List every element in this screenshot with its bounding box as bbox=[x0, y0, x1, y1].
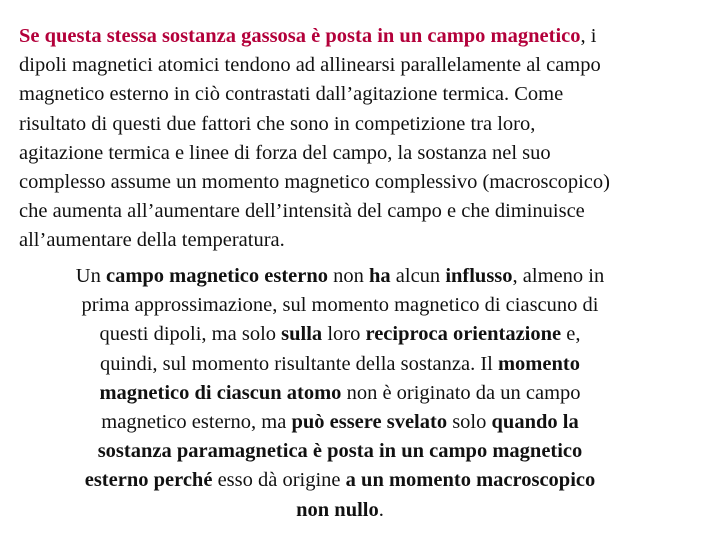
text-run: alcun bbox=[390, 265, 446, 287]
text-line bbox=[20, 466, 660, 495]
text-run: all’aumentare della temperatura. bbox=[19, 229, 285, 252]
text-run: . bbox=[378, 498, 384, 521]
text-run: questi dipoli, ma solo bbox=[99, 323, 282, 346]
paragraph-paramagnetic-alignment bbox=[19, 22, 715, 256]
text-run: non bbox=[328, 265, 369, 287]
text-line bbox=[20, 379, 660, 408]
emphasized-text-run: influsso bbox=[445, 265, 513, 287]
text-run: , almeno in bbox=[512, 265, 605, 287]
text-line bbox=[20, 496, 660, 525]
text-run: , i bbox=[580, 25, 597, 47]
text-line bbox=[20, 350, 660, 379]
text-run: esso dà origine bbox=[212, 469, 346, 492]
text-line bbox=[19, 51, 715, 80]
text-run: magnetico esterno, ma bbox=[101, 411, 292, 434]
emphasized-text-run: magnetico di ciascun atomo bbox=[99, 381, 342, 404]
text-line bbox=[19, 197, 715, 226]
text-run: dipoli magnetici atomici tendono ad allinearsi parallelamente al campo bbox=[19, 54, 601, 77]
emphasized-text-run: a un momento macroscopico bbox=[345, 469, 596, 492]
text-run: prima approssimazione, sul momento magnetico di ciascuno di bbox=[81, 294, 599, 317]
text-line bbox=[19, 226, 715, 255]
text-run: magnetico esterno in ciò contrastati dall’agitazione termica. Come bbox=[19, 83, 564, 106]
text-line bbox=[19, 168, 715, 197]
emphasized-text-run: momento bbox=[497, 352, 580, 375]
text-run: Un bbox=[75, 265, 106, 287]
emphasized-text-run: sostanza paramagnetica è posta in un campo magnetico bbox=[97, 440, 583, 463]
emphasized-text-run: può essere svelato bbox=[291, 411, 448, 434]
text-line bbox=[19, 22, 715, 51]
text-line bbox=[20, 408, 660, 437]
emphasized-text-run: quando la bbox=[491, 411, 579, 434]
text-line bbox=[20, 320, 660, 349]
emphasized-text-run: non nullo bbox=[296, 498, 379, 521]
text-run: solo bbox=[447, 411, 492, 434]
emphasized-text-run: campo magnetico esterno bbox=[105, 265, 328, 287]
emphasized-text-run: ha bbox=[369, 265, 391, 287]
text-run: risultato di questi due fattori che sono in competizione tra loro, bbox=[19, 112, 536, 135]
emphasized-text-run: esterno perché bbox=[84, 469, 213, 492]
paragraph-external-field-effect bbox=[20, 262, 660, 525]
text-line bbox=[19, 80, 715, 109]
text-run: complesso assume un momento magnetico complessivo (macroscopico) bbox=[19, 171, 610, 194]
text-line bbox=[19, 139, 715, 168]
text-line bbox=[19, 110, 715, 139]
text-run: agitazione termica e linee di forza del campo, la sostanza nel suo bbox=[19, 141, 551, 164]
text-line bbox=[20, 291, 660, 320]
text-run: che aumenta all’aumentare dell’intensità del campo e che diminuisce bbox=[19, 200, 585, 223]
text-run: quindi, sul momento risultante della sostanza. Il bbox=[100, 352, 498, 375]
text-run: non è originato da un campo bbox=[341, 381, 581, 404]
text-run: loro bbox=[322, 323, 366, 346]
text-line bbox=[20, 437, 660, 466]
text-line bbox=[20, 262, 660, 291]
emphasized-text-run: Se questa stessa sostanza gassosa è posta in un campo magnetico bbox=[19, 25, 581, 47]
text-run: e, bbox=[561, 323, 581, 346]
emphasized-text-run: sulla bbox=[281, 323, 323, 346]
emphasized-text-run: reciproca orientazione bbox=[365, 323, 562, 346]
